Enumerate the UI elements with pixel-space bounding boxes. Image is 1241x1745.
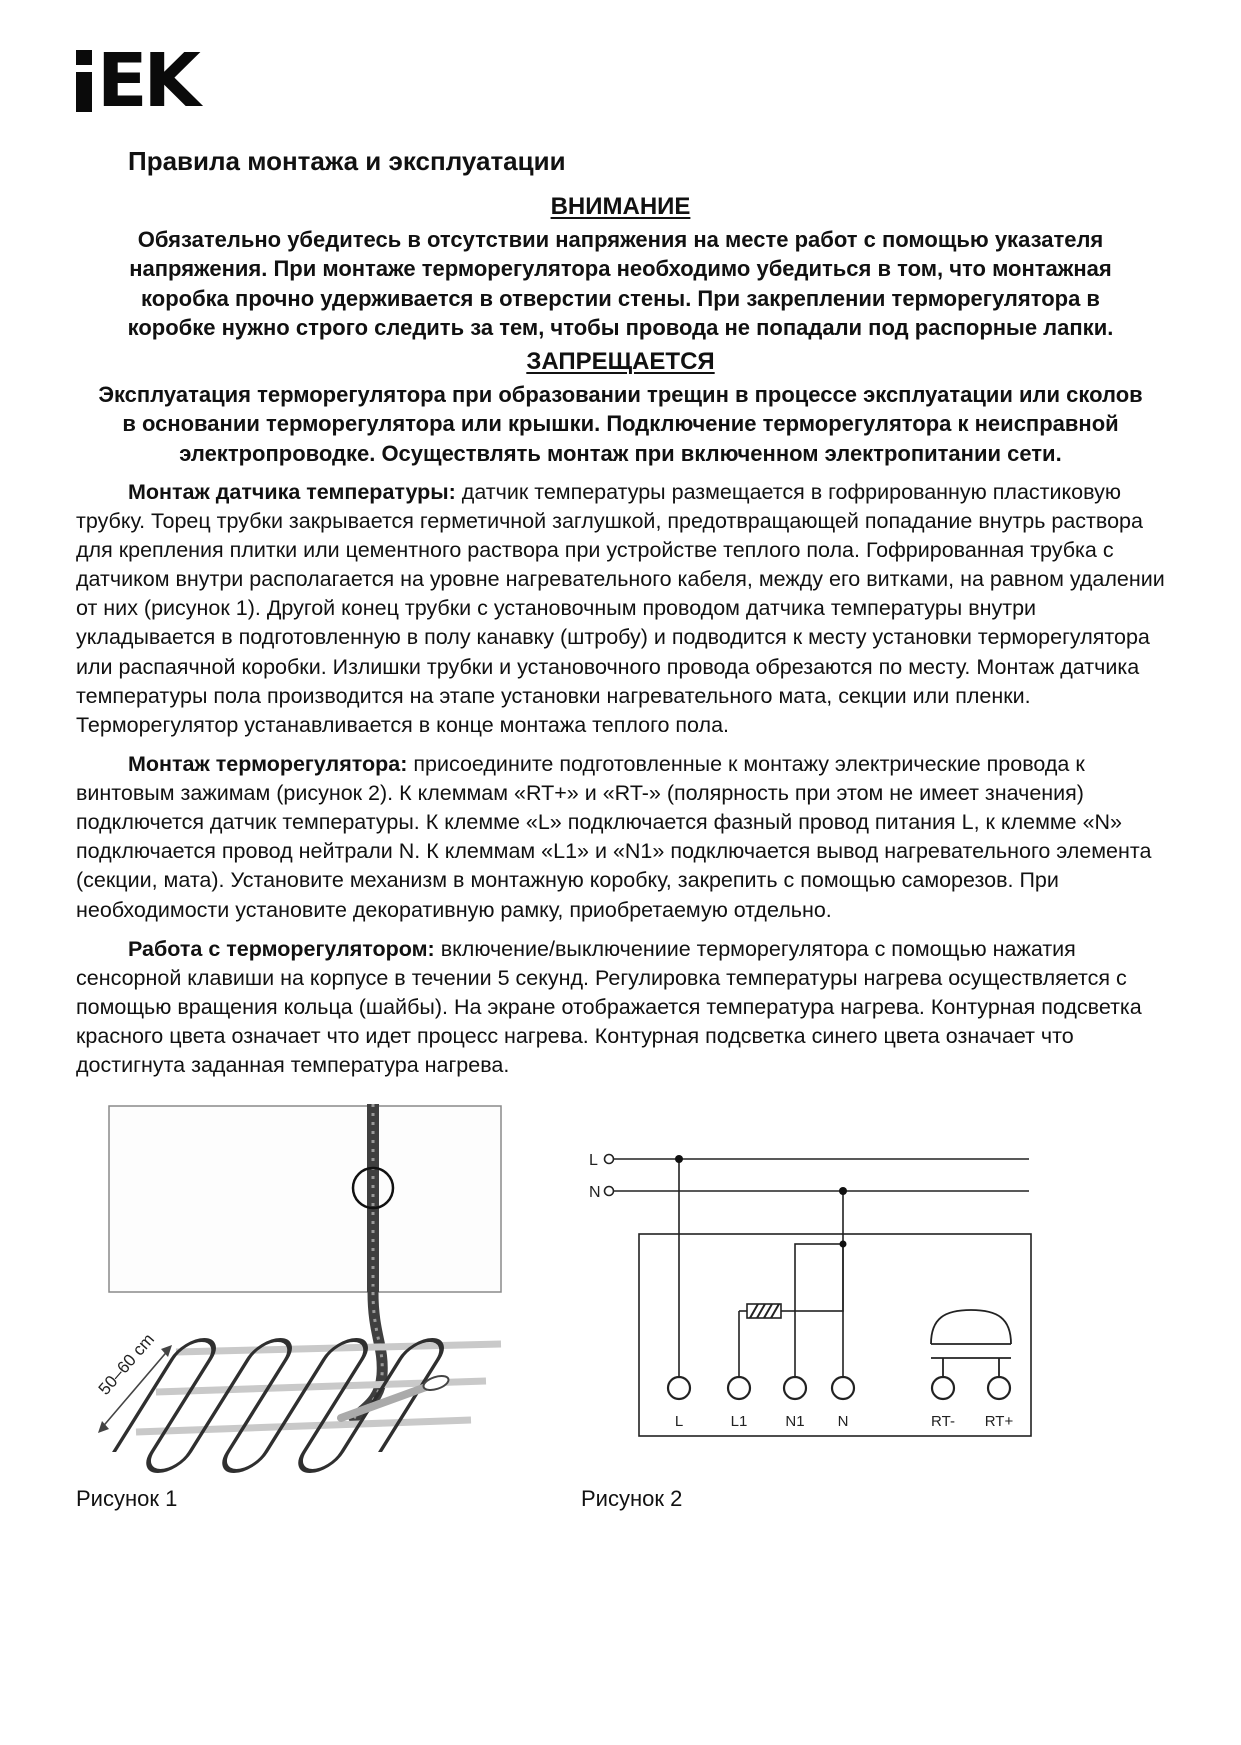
- paragraph-text: датчик температуры размещается в гофрированную пластиковую трубку. Торец трубки закрывается герметичной заглушкой, предотвращающей попадание внутрь раствора для крепления плитки или цементного раствора при устройстве теплого пола. Гофрированная трубка с датчиком внутри располагается на уровне нагревательного кабеля, между его витками, на равном удалении от них (рисунок 1). Другой конец трубки с установочным проводом датчика температуры внутри укладывается в подготовленную в полу канавку (штробу) и подводится к месту установки терморегулятора или распаячной коробки. Излишки трубки и установочного провода обрезаются по месту. Монтаж датчика температуры пола производится на этапе установки нагревательного мата, секции или пленки. Терморегулятор устанавливается в конце монтажа теплого пола.: [76, 479, 1165, 737]
- logo-i-stem: [76, 72, 92, 112]
- junction-dot: [675, 1155, 683, 1163]
- attention-text: Обязательно убедитесь в отсутствии напряжения на месте работ с помощью указателя напряжения. При монтаже терморегулятора необходимо убедиться в том, что монтажная коробка прочно удерживается в отверстии стены. При закреплении терморегулятора в коробке нужно строго следить за тем, чтобы провода не попадали под распорные лапки.: [127, 227, 1114, 340]
- terminal-label-RT-minus: RT-: [931, 1413, 955, 1431]
- terminal-N: [832, 1377, 854, 1399]
- terminal-RT-plus: [988, 1377, 1010, 1399]
- terminal-L1: [728, 1377, 750, 1399]
- terminal-label-N1: N1: [785, 1413, 805, 1431]
- attention-heading: ВНИМАНИЕ: [550, 193, 691, 220]
- terminal-label-RT-plus: RT+: [984, 1413, 1014, 1431]
- supply-label-L: L: [589, 1152, 598, 1170]
- sensor-symbol: [931, 1310, 1011, 1377]
- figures-row: [76, 1100, 1165, 1512]
- supply-lines: [614, 1159, 1029, 1191]
- forbidden-text: Эксплуатация терморегулятора при образовании трещин в процессе эксплуатации или сколов в основании терморегулятора или крышки. Подключение терморегулятора к неисправной электропроводке. Осуществлять монтаж при включенном электропитании сети.: [98, 382, 1143, 466]
- terminal-label-L: L: [674, 1413, 684, 1431]
- figure2-caption: Рисунок 2: [581, 1486, 683, 1512]
- figure1-drawing: [76, 1100, 536, 1478]
- terminal-N1: [784, 1377, 806, 1399]
- junction-dot: [840, 1241, 847, 1248]
- junction-dot: [839, 1187, 847, 1195]
- dimension-label: 50–60 cm: [94, 1330, 159, 1399]
- paragraph-sensor-mounting: [76, 478, 1165, 740]
- resistor-symbol: [747, 1304, 781, 1318]
- terminal-circles: [668, 1377, 1010, 1399]
- figure2-schematic: [581, 1126, 1051, 1456]
- iek-logo: [76, 38, 1165, 125]
- device-body: [639, 1234, 1031, 1436]
- supply-label-N: N: [589, 1184, 601, 1202]
- terminal-label-L1: L1: [730, 1413, 748, 1431]
- paragraph-lead: Монтаж терморегулятора:: [128, 751, 408, 776]
- figure1-caption: Рисунок 1: [76, 1486, 178, 1512]
- terminal-RT-minus: [932, 1377, 954, 1399]
- figure-1: [76, 1100, 581, 1512]
- paragraph-lead: Работа с терморегулятором:: [128, 936, 435, 961]
- paragraph-lead: Монтаж датчика температуры:: [128, 479, 456, 504]
- dimension-arrow: [95, 1330, 172, 1433]
- figure-2: [581, 1100, 1081, 1512]
- terminal-label-N: N: [837, 1413, 849, 1431]
- logo-letters-ek: EK: [97, 38, 197, 125]
- forbidden-heading: ЗАПРЕЩАЕТСЯ: [526, 348, 715, 375]
- logo-letter-i: [76, 50, 92, 112]
- paragraph-text: присоедините подготовленные к монтажу электрические провода к винтовым зажимам (рисунок 2). К клеммам «RT+» и «RT-» (полярность при этом не имеет значения) подключется датчик температуры. К клемме «L» подключается фазный провод питания L, к клемме «N» подключается провод нейтрали N. К клеммам «L1» и «N1» подключается вывод нагревательного элемента (секции, мата). Установите механизм в монтажную коробку, закрепить с помощью саморезов. При необходимости установите декоративную рамку, приобретаемую отдельно.: [76, 751, 1152, 922]
- terminal-labels: [675, 1413, 1014, 1430]
- paragraph-thermostat-operation: [76, 935, 1165, 1081]
- supply-terminal-L: [605, 1155, 614, 1164]
- paragraph-thermostat-mounting: [76, 750, 1165, 925]
- page-title: Правила монтажа и эксплуатации: [128, 146, 566, 176]
- terminal-L: [668, 1377, 690, 1399]
- supply-terminal-N: [605, 1187, 614, 1196]
- heating-mat-serpentine: [102, 1340, 450, 1471]
- wall-plate: [109, 1106, 501, 1292]
- paragraph-text: включение/выключениие терморегулятора с помощью нажатия сенсорной клавиши на корпусе в течении 5 секунд. Регулировка температуры нагрева осуществляется с помощью вращения кольца (шайбы). На экране отображается температура нагрева. Контурная подсветка красного цвета означает что идет процесс нагрева. Контурная подсветка синего цвета означает что достигнута заданная температура нагрева.: [76, 936, 1142, 1078]
- logo-i-dot: [76, 50, 92, 65]
- sensor-tube: [341, 1374, 450, 1419]
